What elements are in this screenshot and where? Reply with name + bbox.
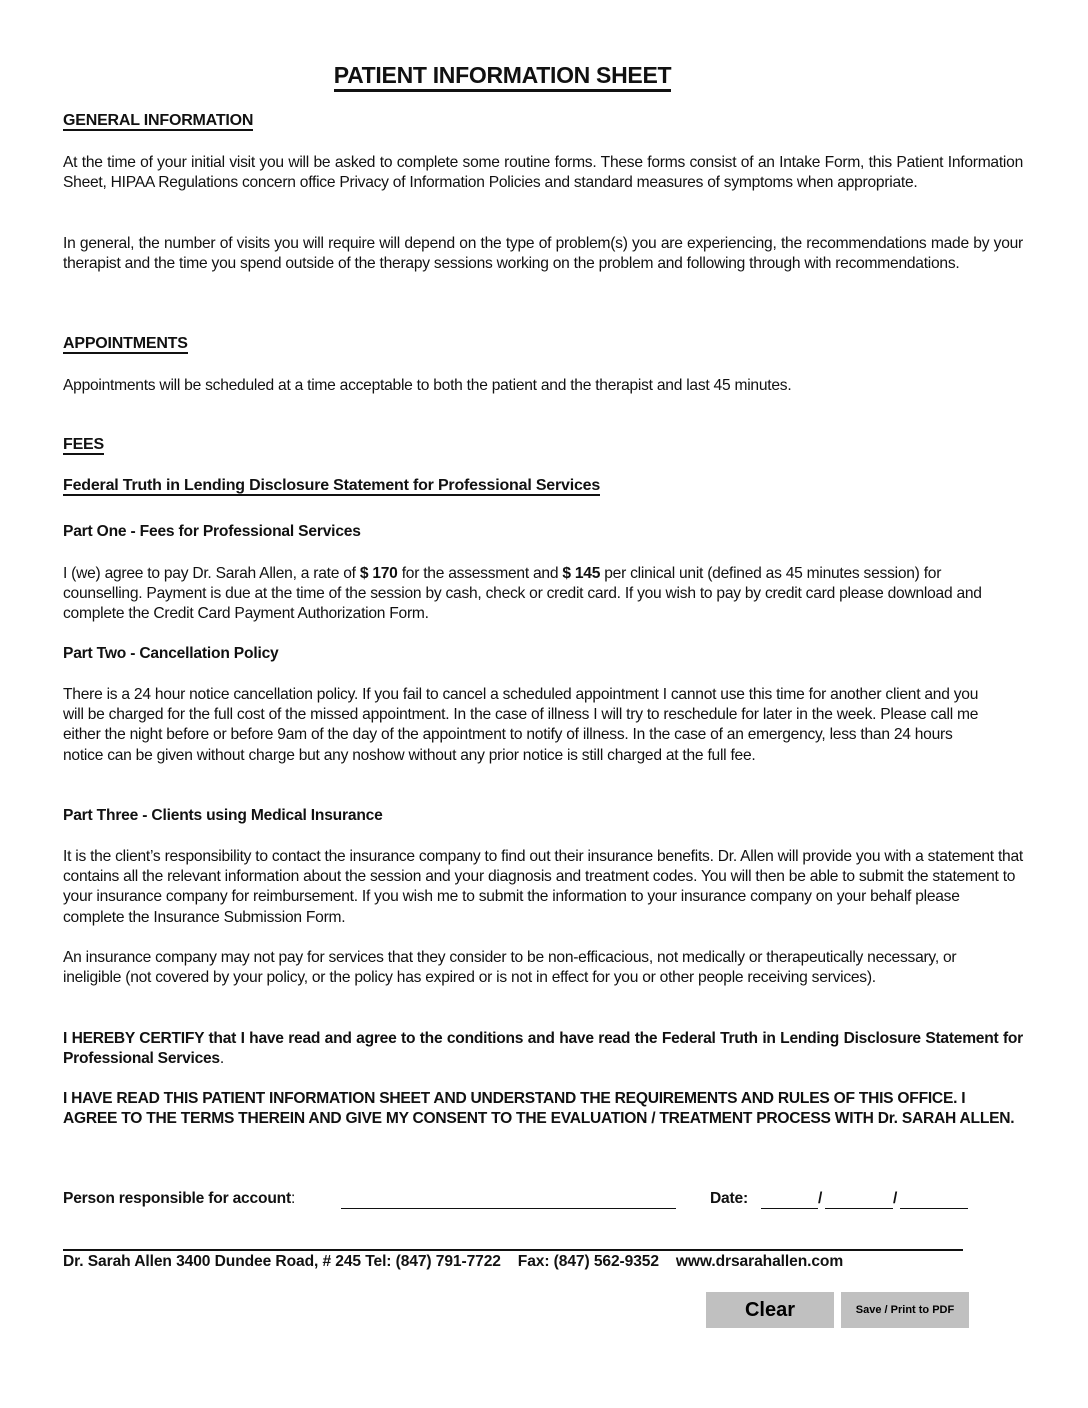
heading-text: Federal Truth in Lending Disclosure Statement for Professional Services (63, 477, 601, 494)
label-text: Person responsible for account (63, 1190, 291, 1207)
general-paragraph-2: In general, the number of visits you will require will depend on the type of problem(s) you are experiencing, the recommendations made by your therapist and the time you spend outside of the therapy sessions working on the problem and following through with recommendations. (63, 235, 1023, 273)
part-three-paragraph-1: It is the client’s responsibility to contact the insurance company to find out their insurance benefits. Dr. Allen will provide you with a statement that contains all the relevant information about the session and your diagnosis and treatment codes. You will then be able to submit the statement to your insurance company for reimbursement. If you wish me to submit the information to your insurance company on your behalf please complete the Insurance Submission Form. (63, 848, 1023, 926)
person-responsible-field[interactable] (341, 1192, 676, 1209)
heading-general-information (63, 112, 253, 130)
date-month-field[interactable] (761, 1192, 818, 1209)
text: I HEREBY CERTIFY that I have read and agree to the conditions and have read the Federal Truth in Lending Disclosure Statement for Professional Services (63, 1030, 1023, 1068)
date-label: Date: (710, 1190, 748, 1207)
date-year-field[interactable] (900, 1192, 968, 1209)
date-day-field[interactable] (825, 1192, 893, 1209)
consent-paragraph: I HAVE READ THIS PATIENT INFORMATION SHEET AND UNDERSTAND THE REQUIREMENTS AND RULES OF THIS OFFICE. I AGREE TO THE TERMS THEREIN AND GIVE MY CONSENT TO THE EVALUATION / TREATMENT PROCESS WITH Dr. SARAH ALLEN. (63, 1090, 1015, 1128)
heading-appointments (63, 335, 188, 353)
assessment-rate: $ 170 (359, 565, 398, 582)
part-two-title: Part Two - Cancellation Policy (63, 645, 279, 662)
save-print-pdf-button[interactable]: Save / Print to PDF (841, 1292, 969, 1328)
page-title (0, 62, 1005, 89)
text: per clinical unit (defined as 45 minutes session) for counselling. Payment is due at the time of the session by cash, check or credit card. If you wish to pay by credit card please download and complete the Credit Card Payment Authorization Form. (63, 565, 982, 623)
heading-text: FEES (63, 436, 104, 453)
footer-contact: Dr. Sarah Allen 3400 Dundee Road, # 245 Tel: (847) 791-7722 Fax: (847) 562-9352 www.drsarahallen.com (63, 1253, 844, 1270)
footer-divider (63, 1249, 963, 1251)
colon: : (290, 1190, 296, 1207)
clinical-rate: $ 145 (562, 565, 601, 582)
part-three-paragraph-2: An insurance company may not pay for services that they consider to be non-efficacious, not medically or therapeutically necessary, or ineligible (not covered by your policy, or the policy has expired or is not in effect for you or other people receiving services). (63, 949, 957, 987)
certify-paragraph (63, 1029, 1023, 1069)
clear-button[interactable]: Clear (706, 1292, 834, 1328)
date-separator: / (818, 1190, 823, 1207)
part-two-paragraph: There is a 24 hour notice cancellation policy. If you fail to cancel a scheduled appointment I cannot use this time for another client and you will be charged for the full cost of the missed appointment. In the case of illness I will try to reschedule for later in the week. Please call me either the night before or before 9am of the day of the appointment to notify of illness. In the case of an emergency, less than 24 hours notice can be given without charge but any noshow without any prior notice is still charged at the full fee. (63, 686, 979, 764)
part-three-title: Part Three - Clients using Medical Insurance (63, 807, 383, 824)
appointments-paragraph: Appointments will be scheduled at a time acceptable to both the patient and the therapist and last 45 minutes. (63, 377, 792, 394)
text: for the assessment and (397, 565, 563, 582)
person-responsible-label (63, 1190, 295, 1208)
date-separator: / (893, 1190, 898, 1207)
heading-text: APPOINTMENTS (63, 335, 188, 352)
text: I (we) agree to pay Dr. Sarah Allen, a rate of (63, 565, 360, 582)
page-title-text: PATIENT INFORMATION SHEET (334, 62, 672, 92)
heading-fees (63, 436, 104, 454)
part-one-paragraph (63, 564, 1013, 625)
part-one-title: Part One - Fees for Professional Services (63, 523, 361, 540)
text: . (219, 1050, 224, 1068)
general-paragraph-1: At the time of your initial visit you will be asked to complete some routine forms. These forms consist of an Intake Form, this Patient Information Sheet, HIPAA Regulations concern office Privacy of Information Policies and standard measures of symptoms when appropriate. (63, 154, 1023, 192)
heading-truth-in-lending (63, 477, 600, 495)
heading-text: GENERAL INFORMATION (63, 112, 254, 129)
